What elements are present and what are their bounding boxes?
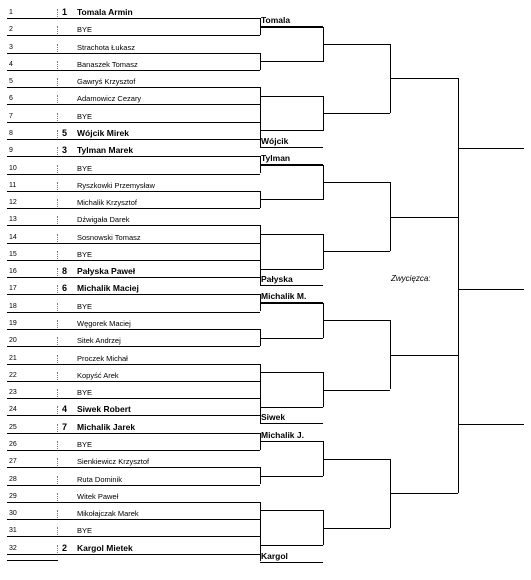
seed-number: 7 <box>62 422 68 432</box>
separator-dots <box>57 251 58 259</box>
player-name: BYE <box>77 112 93 121</box>
separator-dots <box>57 527 58 535</box>
player-number: 7 <box>9 113 13 120</box>
player-number: 17 <box>9 285 17 292</box>
player-slot-line <box>7 536 260 537</box>
separator-dots <box>57 9 58 17</box>
player-name: Pałyska Paweł <box>77 266 136 276</box>
round2-line <box>260 199 323 200</box>
player-number: 19 <box>9 320 17 327</box>
separator-dots <box>57 216 58 224</box>
round3-link <box>323 44 390 45</box>
player-name: Tylman Marek <box>77 145 134 155</box>
seed-number: 6 <box>62 283 68 293</box>
player-slot-line <box>7 329 260 330</box>
round4-line <box>390 493 458 494</box>
player-slot-line <box>7 174 260 175</box>
player-name: Sitek Andrzej <box>77 336 121 345</box>
round3-link <box>323 113 390 114</box>
separator-dots <box>57 389 58 397</box>
player-name: Sienkiewicz Krzysztof <box>77 457 150 466</box>
round3-link <box>323 528 390 529</box>
player-number: 29 <box>9 493 17 500</box>
round2-line <box>260 165 323 166</box>
player-slot-line <box>7 485 260 486</box>
separator-dots <box>57 476 58 484</box>
player-name: Witek Paweł <box>77 492 119 501</box>
separator-dots <box>57 95 58 103</box>
seed-number: 8 <box>62 266 68 276</box>
player-number: 32 <box>9 545 17 552</box>
player-slot-line <box>7 70 260 71</box>
round2-line <box>260 27 323 28</box>
separator-dots <box>57 303 58 311</box>
seed-number: 2 <box>62 543 68 553</box>
bracket-connector <box>260 164 261 165</box>
round2-line <box>260 510 323 511</box>
round3-link <box>323 390 390 391</box>
player-number: 6 <box>9 95 13 102</box>
round3-line <box>260 147 323 148</box>
player-name: Ruta Dominik <box>77 475 123 484</box>
player-slot-line <box>7 364 260 365</box>
player-name: Wójcik Mirek <box>77 128 129 138</box>
round3-link <box>323 459 390 460</box>
bracket-connector <box>260 302 261 303</box>
player-slot-line <box>7 53 260 54</box>
player-number: 25 <box>9 424 17 431</box>
player-name: Węgorek Maciej <box>77 319 131 328</box>
round3-line <box>260 441 323 442</box>
player-name: BYE <box>77 388 93 397</box>
round2-line <box>260 234 323 235</box>
player-slot-line <box>7 225 260 226</box>
player-name: Michalik Maciej <box>77 283 139 293</box>
player-number: 8 <box>9 130 13 137</box>
separator-dots <box>57 147 58 155</box>
round3-line <box>260 302 323 303</box>
player-name: BYE <box>77 302 93 311</box>
separator-dots <box>57 493 58 501</box>
round2-winner-name: Wójcik <box>261 136 289 146</box>
round2-winner-name: Kargol <box>261 551 288 561</box>
player-number: 23 <box>9 389 17 396</box>
separator-dots <box>57 510 58 518</box>
round2-winner-name: Tylman <box>261 153 291 163</box>
separator-dots <box>57 26 58 34</box>
player-name: Ryszkowki Przemysław <box>77 181 155 190</box>
player-number: 10 <box>9 165 17 172</box>
separator-dots <box>57 113 58 121</box>
player-name: Banaszek Tomasz <box>77 60 138 69</box>
player-slot-line <box>7 294 260 295</box>
player-slot-line <box>7 260 260 261</box>
player-name: BYE <box>77 164 93 173</box>
round2-winner-name: Michalik M. <box>261 291 307 301</box>
separator-dots <box>57 355 58 363</box>
player-number: 26 <box>9 441 17 448</box>
player-number: 14 <box>9 234 17 241</box>
player-slot-line <box>7 346 260 347</box>
player-slot-line <box>7 381 260 382</box>
player-name: Siwek Robert <box>77 404 131 414</box>
player-number: 24 <box>9 406 17 413</box>
seed-number: 5 <box>62 128 68 138</box>
player-number: 20 <box>9 337 17 344</box>
round3-line <box>260 164 323 165</box>
round3-line <box>260 26 323 27</box>
player-slot-line <box>7 122 260 123</box>
round4-line <box>390 78 458 79</box>
round3-line <box>260 285 323 286</box>
player-slot-line <box>7 433 260 434</box>
separator-dots <box>57 320 58 328</box>
separator-dots <box>57 78 58 86</box>
player-number: 4 <box>9 61 13 68</box>
player-slot-line <box>7 208 260 209</box>
bracket-connector <box>260 441 261 442</box>
player-number: 28 <box>9 476 17 483</box>
player-slot-line <box>7 519 260 520</box>
player-name: BYE <box>77 440 93 449</box>
final-line <box>458 148 524 149</box>
player-number: 22 <box>9 372 17 379</box>
bracket-connector <box>458 148 459 424</box>
separator-dots <box>57 165 58 173</box>
player-slot-line <box>7 277 260 278</box>
player-slot-line <box>7 398 260 399</box>
round2-line <box>260 269 323 270</box>
round4-line <box>390 217 458 218</box>
player-slot-line <box>7 18 260 19</box>
player-number: 1 <box>9 9 13 16</box>
player-slot-line <box>7 467 260 468</box>
player-name: Kopyść Arek <box>77 371 119 380</box>
player-name: Michalik Jarek <box>77 422 136 432</box>
player-slot-line <box>7 104 260 105</box>
winner-line <box>458 289 524 290</box>
player-name: Gawryś Krzysztof <box>77 77 136 86</box>
bracket-connector <box>260 26 261 27</box>
player-number: 11 <box>9 182 17 189</box>
round2-winner-name: Michalik J. <box>261 430 304 440</box>
round2-line <box>260 372 323 373</box>
round3-line <box>260 423 323 424</box>
round3-link <box>323 182 390 183</box>
player-name: Michalik Krzysztof <box>77 198 138 207</box>
round3-link <box>323 251 390 252</box>
player-slot-line <box>7 35 260 36</box>
player-number: 15 <box>9 251 17 258</box>
player-slot-line <box>7 450 260 451</box>
player-name: Strachota Łukasz <box>77 43 135 52</box>
separator-dots <box>57 406 58 414</box>
separator-dots <box>57 61 58 69</box>
player-number: 12 <box>9 199 17 206</box>
separator-dots <box>57 441 58 449</box>
seed-number: 4 <box>62 404 68 414</box>
player-number: 18 <box>9 303 17 310</box>
player-slot-line <box>7 156 260 157</box>
player-name: BYE <box>77 25 93 34</box>
player-name: Proczek Michał <box>77 354 128 363</box>
separator-dots <box>57 545 58 553</box>
separator-dots <box>57 234 58 242</box>
round2-winner-name: Siwek <box>261 412 286 422</box>
player-slot-line <box>7 312 260 313</box>
player-slot-line <box>7 139 260 140</box>
separator-dots <box>57 337 58 345</box>
round3-line <box>260 562 323 563</box>
separator-dots <box>57 44 58 52</box>
player-number: 16 <box>9 268 17 275</box>
player-name: BYE <box>77 250 93 259</box>
player-slot-line <box>7 560 58 561</box>
player-name: BYE <box>77 526 93 535</box>
player-slot-line <box>7 415 260 416</box>
player-name: Mikołajczak Marek <box>77 509 139 518</box>
player-slot-line <box>7 554 260 555</box>
round2-line <box>260 96 323 97</box>
round2-winner-name: Tomala <box>261 15 291 25</box>
separator-dots <box>57 199 58 207</box>
round2-line <box>260 130 323 131</box>
player-number: 30 <box>9 510 17 517</box>
player-number: 31 <box>9 527 17 534</box>
player-slot-line <box>7 191 260 192</box>
player-number: 3 <box>9 44 13 51</box>
round2-line <box>260 476 323 477</box>
separator-dots <box>57 268 58 276</box>
separator-dots <box>57 372 58 380</box>
player-number: 2 <box>9 26 13 33</box>
separator-dots <box>57 182 58 190</box>
final-line <box>458 424 524 425</box>
round4-line <box>390 355 458 356</box>
player-name: Sosnowski Tomasz <box>77 233 141 242</box>
winner-label: Zwycięzca: <box>391 274 431 283</box>
round2-line <box>260 545 323 546</box>
player-name: Dźwigała Darek <box>77 215 130 224</box>
seed-number: 1 <box>62 7 68 17</box>
round2-line <box>260 407 323 408</box>
separator-dots <box>57 458 58 466</box>
separator-dots <box>57 285 58 293</box>
player-slot-line <box>7 87 260 88</box>
round2-line <box>260 303 323 304</box>
seed-number: 3 <box>62 145 68 155</box>
player-slot-line <box>7 502 260 503</box>
round2-line <box>260 338 323 339</box>
player-name: Kargol Mietek <box>77 543 133 553</box>
separator-dots <box>57 424 58 432</box>
player-number: 13 <box>9 216 17 223</box>
player-name: Tomala Armin <box>77 7 133 17</box>
player-slot-line <box>7 243 260 244</box>
separator-dots <box>57 130 58 138</box>
player-number: 21 <box>9 355 17 362</box>
round2-line <box>260 61 323 62</box>
player-number: 27 <box>9 458 17 465</box>
player-number: 5 <box>9 78 13 85</box>
round2-winner-name: Pałyska <box>261 274 293 284</box>
round3-link <box>323 320 390 321</box>
player-name: Adamowicz Cezary <box>77 94 142 103</box>
player-number: 9 <box>9 147 13 154</box>
